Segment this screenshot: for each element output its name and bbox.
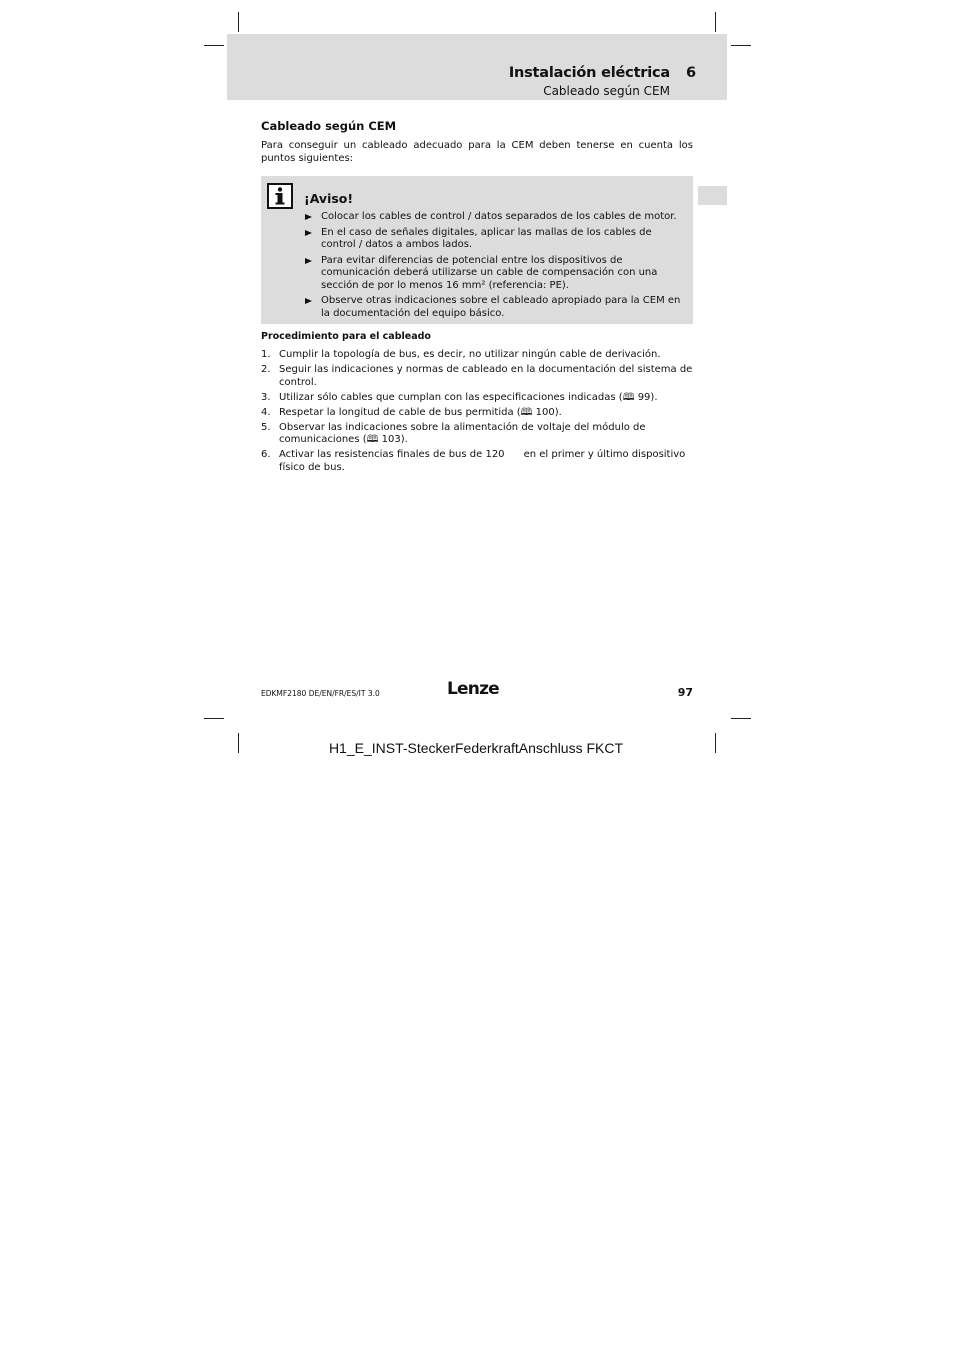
document-code: EDKMF2180 DE/EN/FR/ES/IT 3.0 — [261, 689, 380, 698]
step-item: 1. Cumplir la topología de bus, es decir, no utilizar ningún cable de derivación. — [261, 349, 661, 360]
procedure-steps — [261, 349, 693, 477]
crop-mark — [715, 733, 716, 753]
step-item: 6. Activar las resistencias finales de bus de 120 en el primer y último dispositivo físico de bus. — [261, 449, 689, 473]
step-item: 5. Observar las indicaciones sobre la alimentación de voltaje del módulo de comunicaciones (🕮 103). — [261, 421, 646, 445]
book-icon: 🕮 — [622, 391, 635, 403]
step-item: 4. Respetar la longitud de cable de bus permitida (🕮 100). — [261, 406, 562, 418]
chapter-title: Instalación eléctrica — [508, 65, 670, 81]
bullet-arrow-icon — [305, 214, 312, 220]
side-tab-marker — [698, 186, 727, 205]
page-reference[interactable]: 103 — [381, 434, 401, 445]
info-icon — [267, 183, 293, 209]
crop-mark — [715, 12, 716, 32]
chapter-number: 6 — [686, 65, 697, 81]
page-number: 97 — [677, 686, 693, 699]
crop-mark — [204, 718, 224, 719]
lenze-logo: Lenze — [447, 679, 499, 699]
book-icon: 🕮 — [366, 434, 379, 445]
book-icon: 🕮 — [520, 406, 533, 418]
bullet-arrow-icon — [305, 230, 312, 236]
chapter-subtitle: Cableado según CEM — [543, 84, 670, 98]
note-item: Para evitar diferencias de potencial entre los dispositivos de comunicación deberá utilizarse un cable de compensación con una sección de por lo menos 16 mm² (referencia: PE). — [304, 255, 684, 293]
procedure-title: Procedimiento para el cableado — [261, 331, 431, 342]
note-item: En el caso de señales digitales, aplicar las mallas de los cables de control / datos a ambos lados. — [304, 227, 684, 252]
bullet-arrow-icon — [305, 258, 312, 264]
note-list — [304, 211, 684, 323]
step-item: 2. Seguir las indicaciones y normas de cableado en la documentación del sistema de control. — [261, 364, 693, 388]
page-reference[interactable]: 100 — [535, 406, 555, 418]
section-intro: Para conseguir un cableado adecuado para la CEM deben tenerse en cuenta los puntos siguientes: — [261, 140, 693, 164]
crop-mark — [238, 733, 239, 753]
section-title: Cableado según CEM — [261, 119, 397, 133]
crop-mark — [238, 12, 239, 32]
note-item: Observe otras indicaciones sobre el cableado apropiado para la CEM en la documentación del equipo básico. — [304, 295, 684, 320]
note-item: Colocar los cables de control / datos separados de los cables de motor. — [304, 211, 684, 224]
page-reference[interactable]: 99 — [637, 391, 651, 403]
file-caption: H1_E_INST-SteckerFederkraftAnschluss FKCT — [328, 740, 624, 756]
crop-mark — [204, 45, 224, 46]
bullet-arrow-icon — [305, 298, 312, 304]
crop-mark — [731, 718, 751, 719]
note-title: ¡Aviso! — [304, 191, 354, 206]
crop-mark — [731, 45, 751, 46]
step-item: 3. Utilizar sólo cables que cumplan con las especificaciones indicadas (🕮 99). — [261, 391, 658, 403]
